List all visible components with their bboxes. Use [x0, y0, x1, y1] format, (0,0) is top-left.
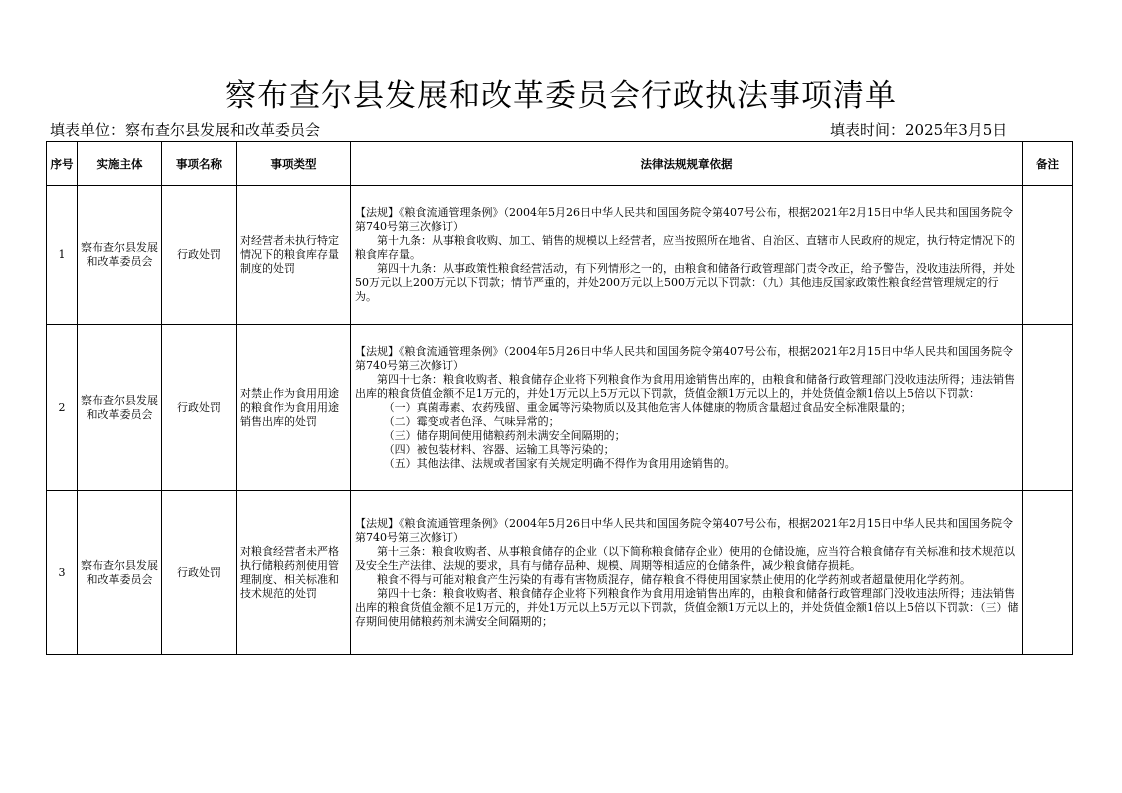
row-remark: [1023, 186, 1073, 325]
basis-paragraph: 【法规】《粮食流通管理条例》（2004年5月26日中华人民共和国国务院令第407号公布，根据2021年2月15日中华人民共和国国务院令第740号第三次修订）: [355, 344, 1013, 372]
row-name: 行政处罚: [162, 325, 237, 491]
basis-item: （三）储存期间使用储粮药剂未满安全间隔期的；: [383, 428, 626, 442]
fill-time-label: 填表时间：: [830, 121, 906, 139]
column-header-name: 事项名称: [162, 142, 237, 186]
column-header-remark: 备注: [1023, 142, 1073, 186]
page-title: 察布查尔县发展和改革委员会行政执法事项清单: [225, 78, 897, 114]
row-name: 行政处罚: [162, 491, 237, 655]
enforcement-items-table: [46, 141, 1073, 655]
column-header-basis: 法律法规规章依据: [351, 142, 1023, 186]
row-subject: 察布查尔县发展和改革委员会: [78, 186, 162, 325]
row-no: 1: [47, 186, 78, 325]
basis-item: （一）真菌毒素、农药残留、重金属等污染物质以及其他危害人体健康的物质含量超过食品安全标准限量的；: [383, 400, 912, 414]
row-type: 对禁止作为食用用途的粮食作为食用用途销售出库的处罚: [237, 325, 351, 491]
row-subject: 察布查尔县发展和改革委员会: [78, 325, 162, 491]
table-row: [47, 325, 1073, 491]
table-row: [47, 186, 1073, 325]
row-remark: [1023, 491, 1073, 655]
row-type: 对经营者未执行特定情况下的粮食库存量制度的处罚: [237, 186, 351, 325]
row-remark: [1023, 325, 1073, 491]
row-basis: [351, 491, 1023, 655]
fill-time: [830, 120, 1007, 140]
basis-paragraph: 第四十七条：粮食收购者、粮食储存企业将下列粮食作为食用用途销售出库的，由粮食和储备行政管理部门没收违法所得；违法销售出库的粮食货值金额不足1万元的，并处1万元以上5万元以下罚款，货值金额1万元以上的，并处货值金额1倍以上5倍以下罚款：: [355, 372, 1015, 400]
fill-unit-label: 填表单位：: [50, 121, 126, 139]
basis-paragraph: 粮食不得与可能对粮食产生污染的有毒有害物质混存，储存粮食不得使用国家禁止使用的化学药剂或者超量使用化学药剂。: [377, 572, 971, 586]
row-no: 2: [47, 325, 78, 491]
row-basis: [351, 186, 1023, 325]
column-header-type: 事项类型: [237, 142, 351, 186]
basis-paragraph: 第四十九条：从事政策性粮食经营活动，有下列情形之一的，由粮食和储备行政管理部门责令改正，给予警告，没收违法所得，并处50万元以上200万元以下罚款；情节严重的，并处200万元以上500万元以下罚款：（九）其他违反国家政策性粮食经营管理规定的行为。: [355, 262, 1015, 303]
basis-item: （四）被包装材料、容器、运输工具等污染的；: [383, 442, 615, 456]
row-no: 3: [47, 491, 78, 655]
table-row: [47, 491, 1073, 655]
row-basis: [351, 325, 1023, 491]
row-name: 行政处罚: [162, 186, 237, 325]
fill-unit: [50, 120, 320, 140]
row-type: 对粮食经营者未严格执行储粮药剂使用管理制度、相关标准和技术规范的处罚: [237, 491, 351, 655]
row-subject: 察布查尔县发展和改革委员会: [78, 491, 162, 655]
basis-item: （五）其他法律、法规或者国家有关规定明确不得作为食用用途销售的。: [383, 456, 736, 470]
table-header-row: [47, 142, 1073, 186]
basis-paragraph: 【法规】《粮食流通管理条例》（2004年5月26日中华人民共和国国务院令第407号公布，根据2021年2月15日中华人民共和国国务院令第740号第三次修订）: [355, 206, 1013, 233]
basis-paragraph: 第十九条：从事粮食收购、加工、销售的规模以上经营者，应当按照所在地省、自治区、直辖市人民政府的规定，执行特定情况下的粮食库存量。: [355, 234, 1015, 261]
basis-item: （二）霉变或者色泽、气味异常的；: [383, 414, 560, 428]
column-header-subject: 实施主体: [78, 142, 162, 186]
basis-paragraph: 第十三条：粮食收购者、从事粮食储存的企业（以下简称粮食储存企业）使用的仓储设施，应当符合粮食储存有关标准和技术规范以及安全生产法律、法规的要求，具有与储存品种、规模、周期等相适应的仓储条件，减少粮食储存损耗。: [355, 544, 1015, 572]
fill-time-value: 2025年3月5日: [905, 121, 1008, 139]
basis-paragraph: 【法规】《粮食流通管理条例》（2004年5月26日中华人民共和国国务院令第407号公布，根据2021年2月15日中华人民共和国国务院令第740号第三次修订）: [355, 516, 1013, 544]
fill-unit-value: 察布查尔县发展和改革委员会: [125, 121, 321, 139]
column-header-no: 序号: [47, 142, 78, 186]
basis-paragraph: 第四十七条：粮食收购者、粮食储存企业将下列粮食作为食用用途销售出库的，由粮食和储备行政管理部门没收违法所得；违法销售出库的粮食货值金额不足1万元的，并处1万元以上5万元以下罚款，货值金额1万元以上的，并处货值金额1倍以上5倍以下罚款：（三）储存期间使用储粮药剂未满安全间隔期的；: [355, 586, 1019, 628]
